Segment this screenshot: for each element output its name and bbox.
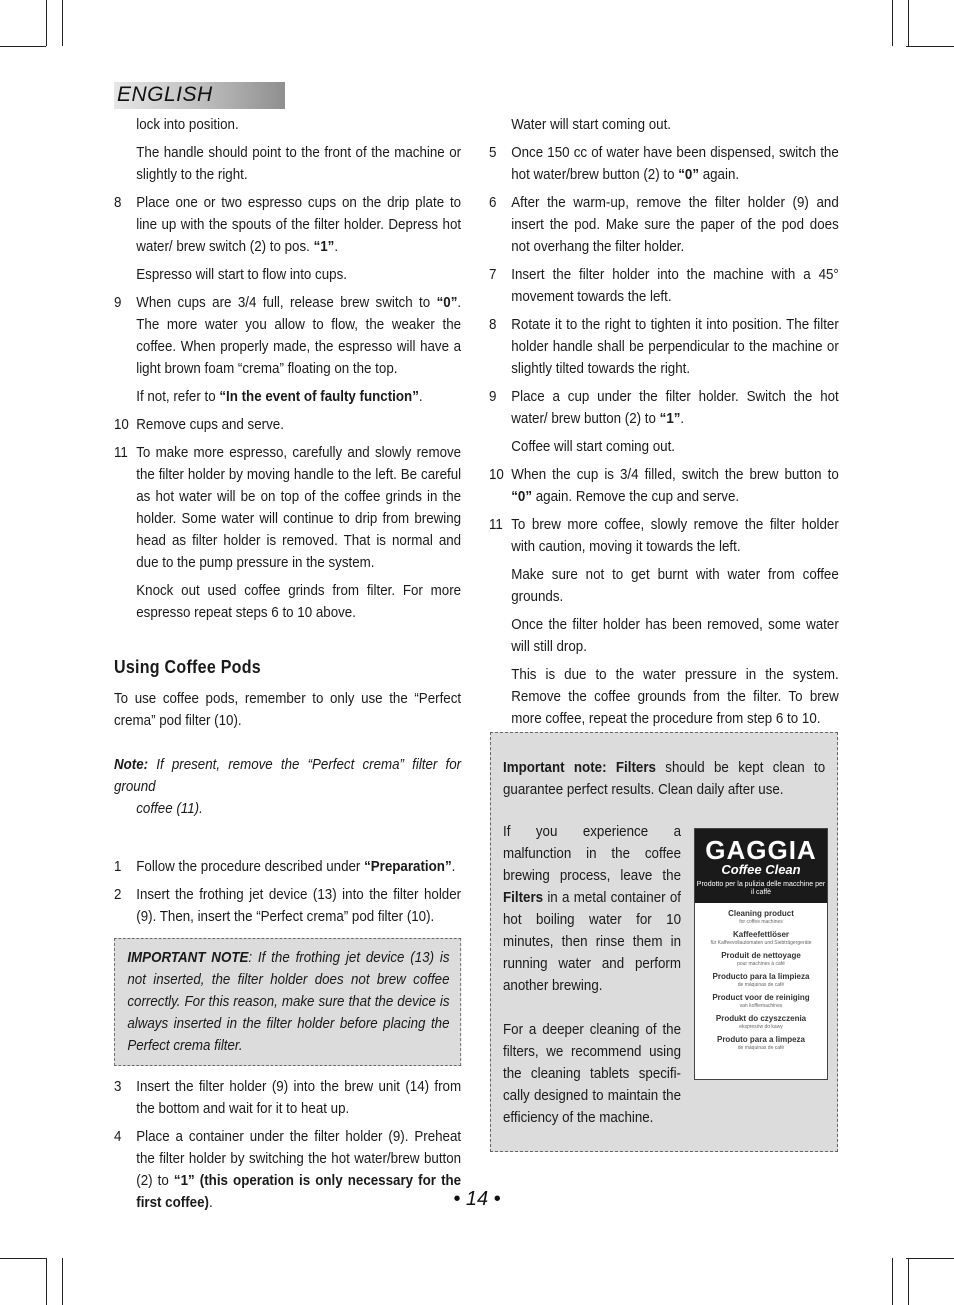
product-translation: [697, 972, 825, 989]
product-header: [695, 829, 827, 903]
product-translations: [695, 903, 827, 1052]
paragraph: Knock out used coffee grinds from filter. For more espresso repeat steps 6 to 10 above.: [136, 582, 462, 621]
paragraph: To use coffee pods, remember to only use the “Perfect crema” pod filter (10).: [114, 690, 462, 729]
paragraph: Espresso will start to flow into cups.: [136, 266, 347, 283]
step-6: [489, 192, 839, 258]
important-text: : If the frothing jet device (13) is not inserted, the filter holder does not brew coffee correctly. For this reason, make sure that the device is always inserted in the filter holder before placing the Perfect crema filter.: [127, 949, 450, 1054]
step-text: Place a cup under the filter holder. Switch the hot water/ brew button (2) to: [511, 388, 839, 427]
step-text: Rotate it to the right to tighten it into position. The filter holder handle shall be perpendicular to the machine or slightly tilted towards the right.: [511, 316, 839, 377]
translation-title: Product voor de reiniging: [712, 993, 810, 1002]
step-number: 8: [114, 194, 122, 211]
paragraph: The handle should point to the front of the machine or slightly to the right.: [136, 144, 462, 183]
language-label: ENGLISH: [117, 83, 213, 106]
malfunction-paragraph: [503, 821, 681, 997]
step-text: .: [451, 858, 456, 875]
important-text: should be kept clean to guarantee perfect results. Clean daily after use.: [503, 759, 826, 798]
paragraph: [114, 386, 461, 408]
step-number: 4: [114, 1128, 122, 1145]
product-translation: [697, 1014, 825, 1031]
translation-sub: pour machines à café: [737, 961, 785, 967]
crop-mark: [892, 0, 893, 46]
paragraph: This is due to the water pressure in the system. Remove the coffee grounds from the filter. To brew more coffee, repeat the procedure from step 6 to 10.: [511, 666, 839, 727]
translation-sub: für Kaffeevollautomaten und Siebträgergeräte: [710, 940, 812, 946]
brand-logo: GAGGIA: [705, 835, 817, 865]
step-9: [114, 292, 461, 380]
product-translation: [697, 930, 825, 947]
translation-title: Kaffeefettlöser: [732, 930, 789, 939]
bold-text: Filters: [503, 889, 544, 906]
step-number: 9: [114, 294, 122, 311]
crop-mark: [62, 0, 63, 46]
step-9: [489, 386, 839, 430]
paragraph: Coffee will start coming out.: [511, 438, 675, 455]
product-translation: [697, 909, 825, 926]
page-number: • 14 •: [453, 1188, 501, 1210]
paragraph: Water will start coming out.: [511, 116, 672, 133]
step-number: 8: [489, 316, 497, 333]
step-text: Insert the filter holder (9) into the brew unit (14) from the bottom and wait for it to heat up.: [136, 1078, 462, 1117]
step-number: 11: [114, 444, 128, 461]
step-bold: “1”: [313, 238, 335, 255]
crop-mark: [908, 0, 909, 46]
note-text: If present, remove the “Perfect crema” filter for ground: [114, 756, 462, 795]
step-text: Place a container under the filter holder (9). Preheat the filter holder by switching the hot water/brew button (2) to: [136, 1128, 462, 1189]
translation-sub: van koffiemachines: [739, 1003, 783, 1009]
important-note: [503, 757, 825, 801]
step-number: 7: [489, 266, 497, 283]
translation-sub: de máquinas de café: [737, 1045, 785, 1051]
step-7: [489, 264, 839, 308]
step-text: Place one or two espresso cups on the drip plate to line up with the spouts of the filter holder. Depress hot water/ brew switch (2) to pos.: [136, 194, 462, 255]
step-10: [114, 414, 461, 436]
deeper-cleaning-paragraph: For a deeper cleaning of the filters, we recommend using the cleaning tablets specifi-cally designed to maintain the efficiency of the machine.: [503, 1021, 681, 1126]
step-text: To brew more coffee, slowly remove the filter holder with caution, moving it towards the left.: [511, 516, 839, 555]
paragraph: Make sure not to get burnt with water from coffee grounds.: [511, 566, 839, 605]
crop-mark: [0, 1258, 46, 1259]
right-column: [489, 114, 839, 736]
important-label: IMPORTANT NOTE: [127, 949, 249, 966]
crop-mark: [892, 1258, 893, 1305]
crop-mark: [46, 1258, 47, 1305]
pod-step-2: [114, 884, 461, 928]
step-11: [114, 442, 461, 574]
pod-step-3: [114, 1076, 461, 1120]
crop-mark: [62, 1258, 63, 1305]
step-text: again. Remove the cup and serve.: [532, 488, 740, 505]
crop-mark: [0, 46, 46, 47]
translation-title: Produkt do czyszczenia: [715, 1014, 807, 1023]
step-text: Once 150 cc of water have been dispensed, switch the hot water/brew button (2) to: [511, 144, 839, 183]
note-text: coffee (11).: [136, 800, 203, 817]
step-text: Remove cups and serve.: [136, 416, 284, 433]
product-translation: [697, 951, 825, 968]
step-text: .: [680, 410, 685, 427]
important-label: Important note: Filters: [503, 759, 656, 776]
step-text: .: [208, 1194, 213, 1211]
important-note-box: [114, 938, 461, 1066]
translation-title: Producto para la limpieza: [712, 972, 810, 981]
product-tagline: Prodotto per la pulizia delle macchine per il caffè: [696, 881, 826, 896]
step-number: 2: [114, 886, 122, 903]
product-translation: [697, 1035, 825, 1052]
crop-mark: [906, 1258, 954, 1259]
note: [114, 754, 461, 820]
step-bold: “1”: [659, 410, 681, 427]
paragraph: Once the filter holder has been removed, some water will still drop.: [511, 616, 839, 655]
step-text: When cups are 3/4 full, release brew switch to: [136, 294, 437, 311]
filter-cleaning-box: [490, 732, 838, 1152]
text: If you experience a malfunction in the coffee brewing process, leave the: [503, 823, 681, 884]
paragraph: lock into position.: [136, 116, 239, 133]
step-text: .: [334, 238, 339, 255]
step-number: 10: [114, 416, 129, 433]
step-number: 9: [489, 388, 497, 405]
step-number: 3: [114, 1078, 122, 1095]
translation-title: Cleaning product: [728, 909, 794, 918]
step-text: When the cup is 3/4 filled, switch the brew button to: [511, 466, 839, 483]
step-number: 5: [489, 144, 497, 161]
step-number: 1: [114, 858, 122, 875]
step-number: 6: [489, 194, 497, 211]
step-bold: “0”: [436, 294, 458, 311]
translation-sub: de máquinas de café: [737, 982, 785, 988]
step-8: [489, 314, 839, 380]
cross-reference: “Preparation”: [364, 858, 452, 875]
cross-reference: “In the event of faulty function”: [219, 388, 419, 405]
text: in a metal container of hot boiling water for 10 minutes, then rinse them in running water and perform another brewing.: [503, 889, 681, 994]
translation-sub: ekspresów do kawy: [739, 1024, 783, 1030]
section-heading: Using Coffee Pods: [114, 657, 261, 677]
crop-mark: [46, 0, 47, 46]
step-bold: “0”: [678, 166, 699, 183]
left-column: [114, 114, 461, 1220]
step-5: [489, 142, 839, 186]
step-number: 11: [489, 516, 503, 533]
step-text: . The more water you allow to flow, the weaker the coffee. When properly made, the espresso will have a light brown foam “crema” floating on the top.: [136, 294, 462, 377]
step-number: 10: [489, 466, 504, 483]
translation-title: Produit de nettoyage: [721, 951, 801, 960]
text: If not, refer to: [136, 388, 220, 405]
step-text: Insert the filter holder into the machine with a 45° movement towards the left.: [511, 266, 839, 305]
step-bold: “1” (this operation is only necessary for the first coffee): [136, 1172, 462, 1211]
step-text: again.: [698, 166, 740, 183]
pod-step-1: [114, 856, 461, 878]
product-name: Coffee Clean: [721, 862, 801, 877]
translation-sub: for coffee machines: [739, 919, 783, 925]
step-11: [489, 514, 839, 558]
step-10: [489, 464, 839, 508]
translation-title: Produto para a limpeza: [716, 1035, 806, 1044]
step-text: Follow the procedure described under: [136, 858, 365, 875]
step-text: After the warm-up, remove the filter holder (9) and insert the pod. Make sure the paper of the pod does not overhang the filter holder.: [511, 194, 839, 255]
product-translation: [697, 993, 825, 1010]
note-label: Note:: [114, 756, 149, 773]
step-text: To make more espresso, carefully and slowly remove the filter holder by moving handle to the left. Be careful as hot water will be on top of the coffee grinds in the holder. Some water will continue to drip from brewing head as filter holder is removed. That is normal and due to the pump pressure in the system.: [136, 444, 462, 571]
crop-mark: [906, 46, 954, 47]
step-bold: “0”: [511, 488, 533, 505]
step-8: [114, 192, 461, 258]
text: .: [418, 388, 423, 405]
step-text: Insert the frothing jet device (13) into the filter holder (9). Then, insert the “Perfect crema” pod filter (10).: [136, 886, 462, 925]
coffee-clean-product-image: [694, 828, 828, 1080]
language-tab: [114, 82, 285, 109]
crop-mark: [908, 1258, 909, 1305]
